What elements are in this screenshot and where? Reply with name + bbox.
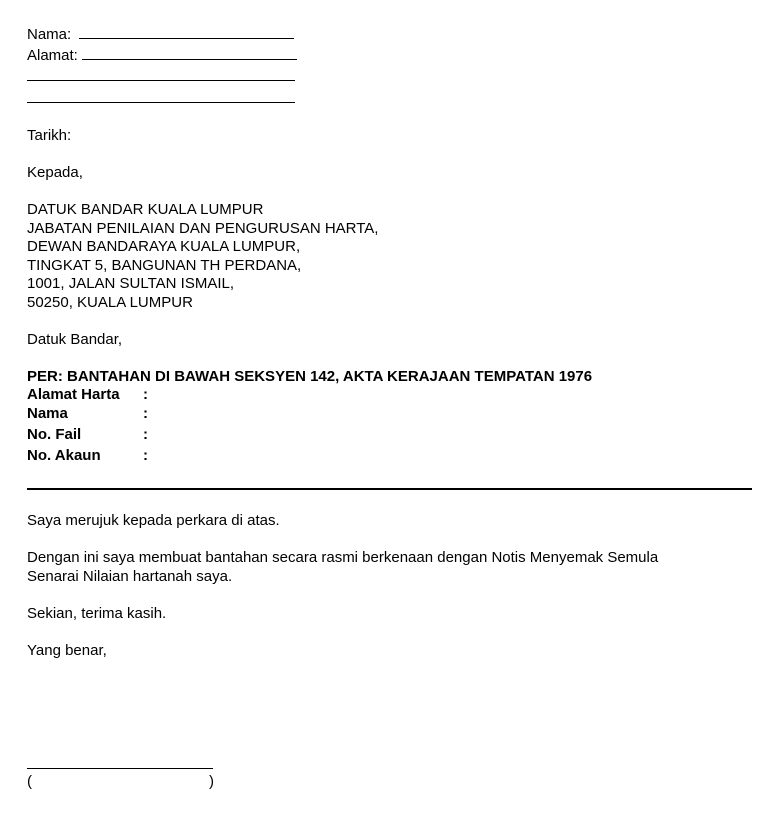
sender-name-row	[27, 24, 294, 44]
subject-line: PER: BANTAHAN DI BAWAH SEKSYEN 142, AKTA KERAJAAN TEMPATAN 1976	[27, 368, 593, 385]
closing: Yang benar,	[27, 642, 107, 659]
sender-name-label: Nama:	[27, 26, 72, 43]
field-row-no-fail	[27, 426, 148, 444]
sender-address-label: Alamat:	[27, 47, 78, 64]
sender-name-blank	[79, 24, 294, 39]
date-label: Tarikh:	[27, 127, 72, 144]
body-paragraph-3: Sekian, terima kasih.	[27, 605, 167, 622]
body-paragraph-2-line-2: Senarai Nilaian hartanah saya.	[27, 568, 233, 585]
body-paragraph-2-line-1: Dengan ini saya membuat bantahan secara rasmi berkenaan dengan Notis Menyemak Semula	[27, 549, 659, 566]
salutation: Datuk Bandar,	[27, 331, 123, 348]
field-separator: :	[143, 426, 148, 443]
recipient-line: JABATAN PENILAIAN DAN PENGURUSAN HARTA,	[27, 220, 379, 237]
recipient-line: TINGKAT 5, BANGUNAN TH PERDANA,	[27, 257, 302, 274]
sender-address-blank	[82, 45, 297, 60]
signature-open-paren: (	[27, 773, 32, 790]
recipient-line: DEWAN BANDARAYA KUALA LUMPUR,	[27, 238, 301, 255]
field-row-no-akaun	[27, 447, 148, 465]
signature-line	[27, 768, 213, 769]
recipient-line: 50250, KUALA LUMPUR	[27, 294, 193, 311]
field-label: No. Akaun	[27, 447, 101, 464]
field-separator: :	[143, 386, 148, 403]
sender-address-line-2	[27, 66, 295, 86]
sender-address-line-3	[27, 88, 295, 108]
field-separator: :	[143, 447, 148, 464]
field-row-nama	[27, 405, 148, 423]
field-label: Alamat Harta	[27, 386, 120, 403]
body-paragraph-1: Saya merujuk kepada perkara di atas.	[27, 512, 280, 529]
recipient-line: DATUK BANDAR KUALA LUMPUR	[27, 201, 264, 218]
field-label: Nama	[27, 405, 68, 422]
kepada-label: Kepada,	[27, 164, 83, 181]
sender-address-blank-2	[27, 66, 295, 81]
field-row-alamat-harta	[27, 386, 148, 404]
sender-address-blank-3	[27, 88, 295, 103]
field-label: No. Fail	[27, 426, 82, 443]
field-separator: :	[143, 405, 148, 422]
horizontal-divider	[27, 488, 752, 490]
sender-address-row	[27, 45, 297, 65]
signature-close-paren: )	[209, 773, 214, 790]
recipient-line: 1001, JALAN SULTAN ISMAIL,	[27, 275, 235, 292]
